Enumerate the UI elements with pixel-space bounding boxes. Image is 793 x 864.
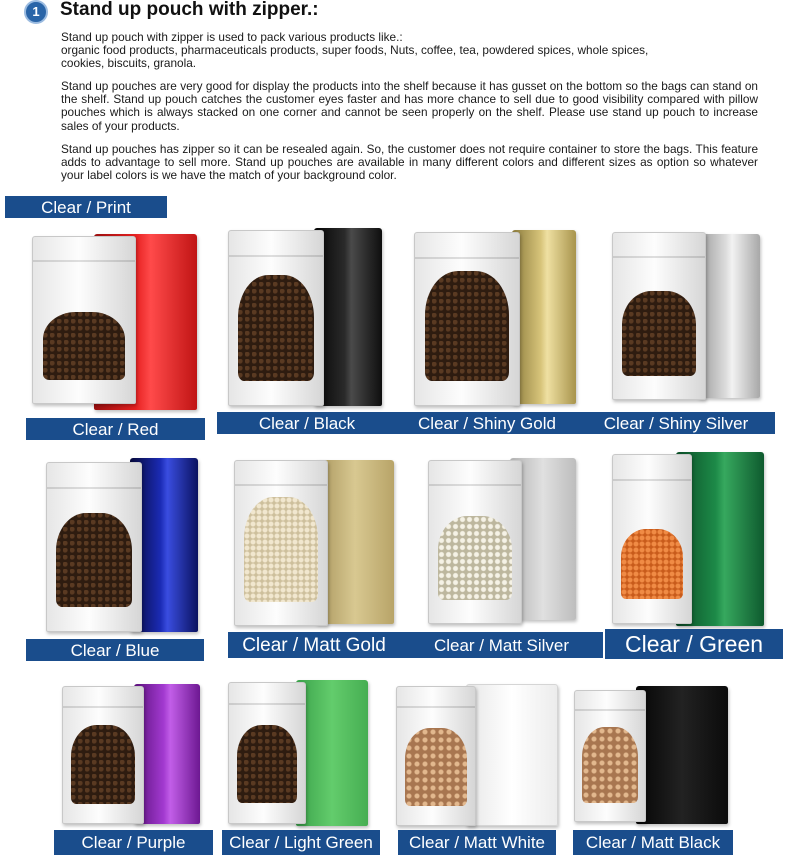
product-image-clear-black <box>222 226 392 412</box>
light-green-pouch <box>296 680 368 826</box>
display-benefits-paragraph: Stand up pouches are very good for display the products into the shelf because it has gusset on the bottom so the bags can stand on the shelf. Stand up pouch catches the customer eyes faster and has more chance to sell due to good visibility compared with pillow pouches which is always stacked on one corner and cannot be seen properly on the shelf. Please use stand up pouch to increase sales of your products. <box>61 79 758 133</box>
clear-pouch <box>414 232 520 406</box>
product-label-clear-shiny-silver: Clear / Shiny Silver <box>577 412 775 434</box>
product-image-clear-shiny-gold <box>410 228 580 412</box>
product-label-clear-red: Clear / Red <box>26 418 205 440</box>
product-label-clear-blue: Clear / Blue <box>26 639 204 661</box>
product-image-clear-matt-white <box>392 682 562 830</box>
product-image-clear-green <box>606 450 776 630</box>
product-image-clear-matt-gold <box>230 456 400 632</box>
product-label-clear-green: Clear / Green <box>605 629 783 659</box>
product-label-clear-black: Clear / Black <box>217 412 397 434</box>
product-image-clear-purple <box>58 680 208 830</box>
intro-line-3: cookies, biscuits, granola. <box>61 56 197 71</box>
clear-pouch <box>228 682 306 824</box>
clear-pouch <box>62 686 144 824</box>
clear-pouch <box>32 236 136 404</box>
black-pouch <box>314 228 382 406</box>
zipper-benefits-paragraph: Stand up pouches has zipper so it can be resealed again. So, the customer does not require container to store the bags. This feature adds to advantage to sell more. Stand up pouches are available in many different colors and different sizes as option so whatever your label colors is we have the match of your background color. <box>61 142 758 183</box>
section-label-clear-print: Clear / Print <box>5 196 167 218</box>
product-image-clear-red <box>26 228 206 413</box>
silver-pouch <box>698 234 760 398</box>
clear-pouch <box>428 460 522 624</box>
intro-paragraph <box>61 31 758 71</box>
clear-pouch <box>234 460 328 626</box>
product-image-clear-blue <box>42 456 202 638</box>
matt-white-pouch <box>466 684 558 826</box>
intro-line-2: organic food products, pharmaceuticals products, super foods, Nuts, coffee, tea, powdered spices, whole spices, <box>61 43 649 58</box>
product-image-clear-matt-black <box>572 684 736 830</box>
clear-pouch <box>574 690 646 822</box>
clear-pouch <box>612 454 692 624</box>
product-label-clear-matt-black: Clear / Matt Black <box>573 830 733 855</box>
product-label-clear-light-green: Clear / Light Green <box>222 830 380 855</box>
clear-pouch <box>396 686 476 826</box>
gold-pouch <box>512 230 576 404</box>
product-label-clear-shiny-gold: Clear / Shiny Gold <box>397 412 577 434</box>
clear-pouch <box>228 230 324 406</box>
product-label-clear-matt-gold: Clear / Matt Gold <box>228 632 400 658</box>
product-label-clear-matt-silver: Clear / Matt Silver <box>400 632 603 658</box>
clear-pouch <box>46 462 142 632</box>
page-title: Stand up pouch with zipper.: <box>60 0 319 20</box>
matt-black-pouch <box>636 686 728 824</box>
product-image-clear-light-green <box>224 678 374 830</box>
section-number-badge: 1 <box>24 0 48 24</box>
product-image-clear-matt-silver <box>424 456 584 632</box>
product-image-clear-shiny-silver <box>606 230 766 410</box>
product-label-clear-purple: Clear / Purple <box>54 830 213 855</box>
product-label-clear-matt-white: Clear / Matt White <box>398 830 556 855</box>
intro-line-1: Stand up pouch with zipper is used to pack various products like.: <box>61 30 403 44</box>
clear-pouch <box>612 232 706 400</box>
